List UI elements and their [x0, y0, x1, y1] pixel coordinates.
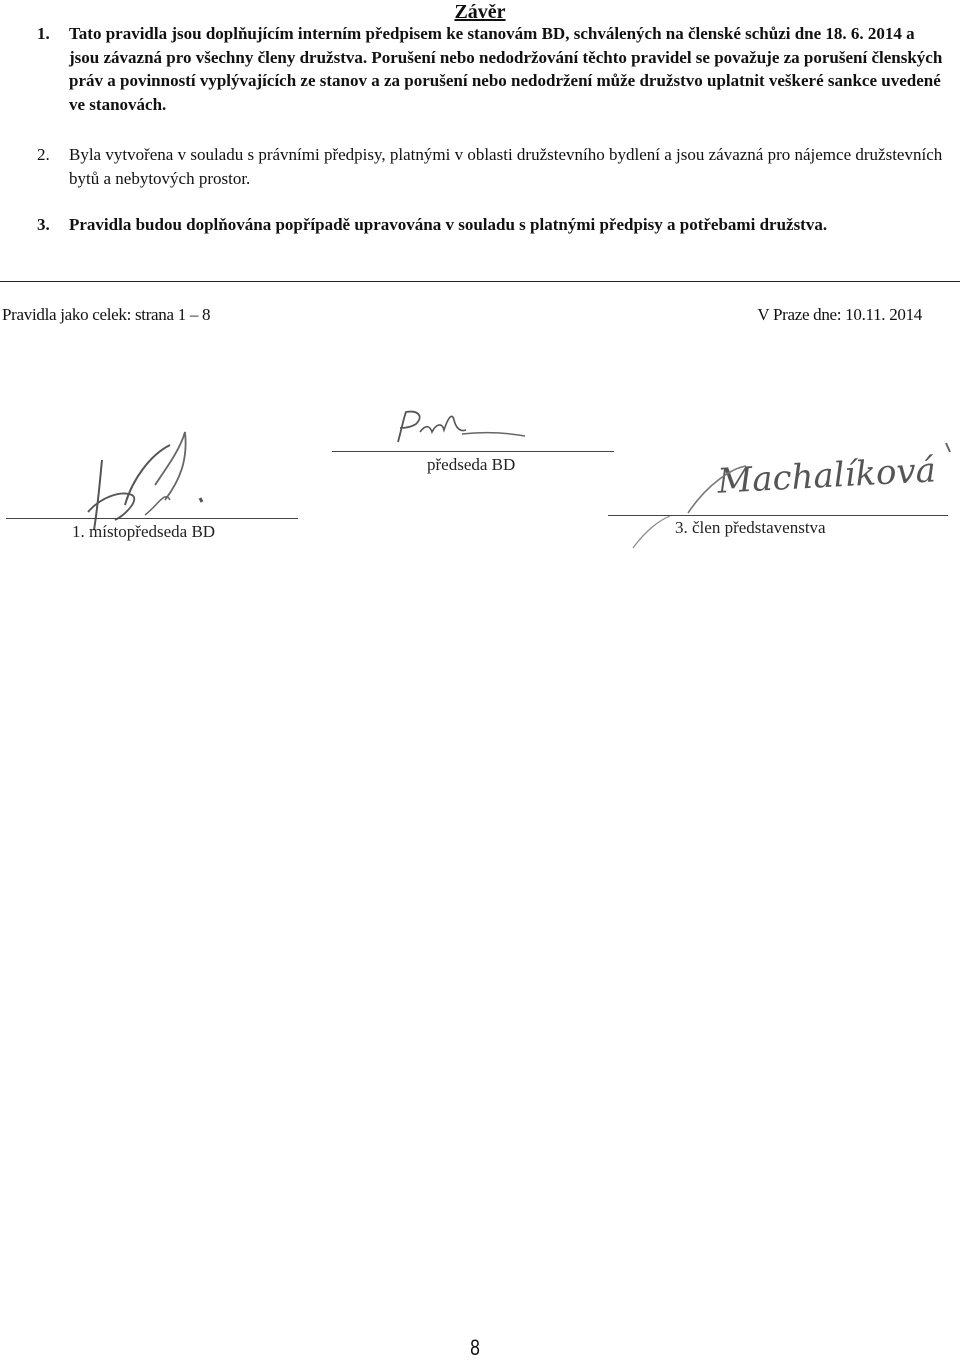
clause-number: 3. [37, 215, 50, 234]
clause-text: Pravidla budou doplňována popřípadě upravována v souladu s platnými předpisy a potřebami družstva. [69, 215, 828, 234]
horizontal-rule [0, 281, 960, 282]
clause-3 [37, 213, 949, 237]
signature-line [608, 515, 948, 516]
clause-2 [37, 143, 949, 190]
signature-role-chair: předseda BD [427, 455, 516, 474]
clause-1 [37, 22, 949, 116]
clause-text: Tato pravidla jsou doplňujícím interním předpisem ke stanovám BD, schválených na členské schůzi dne 18. 6. 2014 a jsou závazná pro všechny členy družstva. Porušení nebo nedodržování těchto pravidel se považuje za porušení členských práv a povinností vyplývajících ze stanov a za porušení nebo nedodržení může družstvo uplatnit veškeré sankce uvedené ve stanovách. [69, 24, 943, 114]
signature-handwritten-name: Machalíková [716, 450, 937, 502]
footer-date: V Praze dne: 10.11. 2014 [757, 305, 922, 324]
footer-pages: Pravidla jako celek: strana 1 – 8 [2, 305, 211, 324]
clause-text: Byla vytvořena v souladu s právními předpisy, platnými v oblasti družstevního bydlení a jsou závazná pro nájemce družstevních bytů a nebytových prostor. [69, 145, 943, 188]
page-number: 8 [470, 1335, 480, 1360]
signature-role-board-member: 3. člen představenstva [675, 518, 826, 537]
section-heading: Závěr [454, 1, 506, 23]
clause-number: 2. [37, 145, 50, 164]
signature-chair [390, 402, 540, 457]
clause-number: 1. [37, 24, 50, 43]
signature-line [6, 518, 298, 519]
signature-role-vice-chair: 1. místopředseda BD [72, 522, 216, 541]
signature-line [332, 451, 614, 452]
